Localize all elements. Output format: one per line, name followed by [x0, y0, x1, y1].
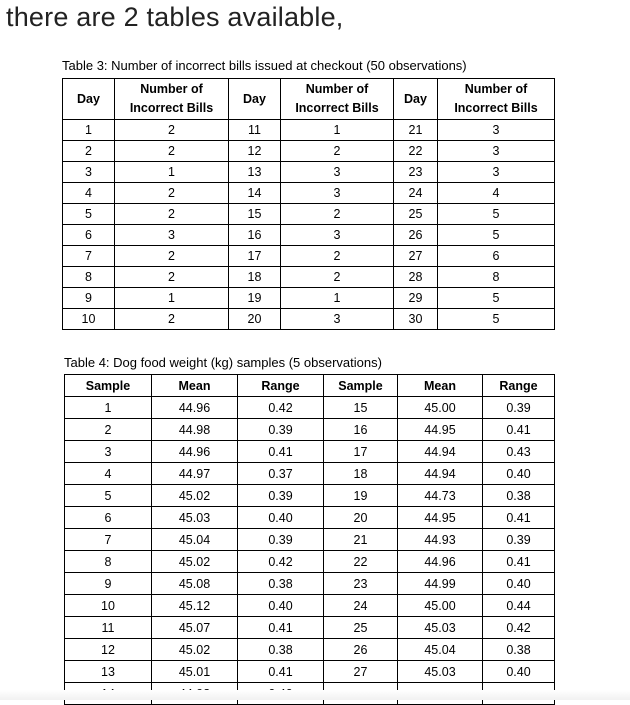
incorrect-bills-cell: 2: [115, 309, 229, 330]
mean-cell: 45.04: [152, 529, 238, 551]
day-cell: 25: [394, 204, 438, 225]
sample-cell: 23: [324, 573, 398, 595]
incorrect-bills-cell: 1: [281, 288, 394, 309]
incorrect-bills-cell: 3: [281, 309, 394, 330]
range-cell: 0.39: [483, 529, 555, 551]
sample-cell: 15: [324, 397, 398, 419]
incorrect-bills-cell: 3: [281, 162, 394, 183]
incorrect-bills-cell: 3: [438, 141, 555, 162]
range-cell: 0.38: [238, 639, 324, 661]
range-cell: 0.39: [483, 397, 555, 419]
sample-cell: 5: [65, 485, 152, 507]
mean-cell: 45.02: [152, 639, 238, 661]
sample-cell: 17: [324, 441, 398, 463]
incorrect-bills-cell: 1: [115, 288, 229, 309]
range-cell: 0.41: [238, 441, 324, 463]
incorrect-bills-cell: 3: [438, 162, 555, 183]
table-row: [65, 441, 555, 463]
sample-cell: 27: [324, 661, 398, 683]
table-row: [63, 225, 555, 246]
range-cell: 0.40: [238, 595, 324, 617]
mean-cell: 45.04: [398, 639, 483, 661]
range-cell: 0.37: [238, 463, 324, 485]
sample-cell: 16: [324, 419, 398, 441]
sample-cell: 4: [65, 463, 152, 485]
incorrect-bills-cell: 5: [438, 225, 555, 246]
day-cell: 14: [229, 183, 281, 204]
incorrect-bills-cell: 8: [438, 267, 555, 288]
table-row: [63, 183, 555, 204]
range-cell: 0.41: [238, 661, 324, 683]
day-cell: 28: [394, 267, 438, 288]
range-cell: 0.39: [238, 529, 324, 551]
header-line: Number of: [140, 82, 203, 96]
sample-cell: 21: [324, 529, 398, 551]
table4-caption: Table 4: Dog food weight (kg) samples (5 observations): [64, 355, 382, 370]
mean-cell: 45.03: [398, 661, 483, 683]
mean-cell: 44.94: [398, 441, 483, 463]
mean-cell: 44.96: [398, 551, 483, 573]
bottom-edge: [0, 690, 630, 700]
day-cell: 9: [63, 288, 115, 309]
sample-cell: 2: [65, 419, 152, 441]
sample-cell: 20: [324, 507, 398, 529]
column-header-incorrect-bills: [281, 79, 394, 120]
mean-cell: 44.94: [398, 463, 483, 485]
range-cell: 0.40: [483, 573, 555, 595]
incorrect-bills-cell: 2: [115, 246, 229, 267]
sample-cell: 8: [65, 551, 152, 573]
column-header-mean: Mean: [152, 375, 238, 397]
mean-cell: 45.07: [152, 617, 238, 639]
header-line: Number of: [305, 82, 369, 96]
incorrect-bills-cell: 1: [281, 120, 394, 141]
column-header-sample: Sample: [324, 375, 398, 397]
header-line: Incorrect Bills: [129, 101, 214, 115]
mean-cell: 45.01: [152, 661, 238, 683]
sample-cell: 26: [324, 639, 398, 661]
mean-cell: 44.97: [152, 463, 238, 485]
day-cell: 1: [63, 120, 115, 141]
range-cell: 0.38: [238, 573, 324, 595]
table-row: [65, 397, 555, 419]
mean-cell: 45.03: [398, 617, 483, 639]
table-row: [65, 595, 555, 617]
range-cell: 0.41: [238, 617, 324, 639]
sample-cell: 11: [65, 617, 152, 639]
table-row: [63, 309, 555, 330]
table3-caption: Table 3: Number of incorrect bills issued at checkout (50 observations): [62, 58, 467, 73]
sample-cell: 6: [65, 507, 152, 529]
table4-body: [65, 397, 555, 705]
range-cell: 0.40: [483, 661, 555, 683]
day-cell: 8: [63, 267, 115, 288]
table-row: [63, 288, 555, 309]
incorrect-bills-cell: 5: [438, 309, 555, 330]
table-row: [65, 485, 555, 507]
day-cell: 6: [63, 225, 115, 246]
header-line: Number of: [464, 82, 528, 96]
mean-cell: 44.96: [152, 397, 238, 419]
range-cell: 0.43: [483, 441, 555, 463]
range-cell: 0.42: [483, 617, 555, 639]
sample-cell: 25: [324, 617, 398, 639]
header-line: Incorrect Bills: [454, 101, 538, 115]
incorrect-bills-table: [62, 78, 555, 330]
day-cell: 19: [229, 288, 281, 309]
sample-cell: 13: [65, 661, 152, 683]
incorrect-bills-cell: 3: [281, 183, 394, 204]
table-row: [65, 463, 555, 485]
day-cell: 24: [394, 183, 438, 204]
table-row: [63, 120, 555, 141]
dog-food-weight-table: [64, 374, 555, 705]
incorrect-bills-cell: 5: [438, 288, 555, 309]
incorrect-bills-cell: 2: [281, 267, 394, 288]
sample-cell: 10: [65, 595, 152, 617]
mean-cell: 45.08: [152, 573, 238, 595]
incorrect-bills-cell: 5: [438, 204, 555, 225]
day-cell: 20: [229, 309, 281, 330]
sample-cell: 3: [65, 441, 152, 463]
table3-header-row: [63, 79, 555, 120]
incorrect-bills-cell: 6: [438, 246, 555, 267]
mean-cell: 44.98: [152, 419, 238, 441]
incorrect-bills-cell: 2: [115, 183, 229, 204]
mean-cell: 44.93: [398, 529, 483, 551]
sample-cell: 22: [324, 551, 398, 573]
mean-cell: 45.02: [152, 485, 238, 507]
incorrect-bills-cell: 2: [115, 267, 229, 288]
day-cell: 17: [229, 246, 281, 267]
table3-body: [63, 120, 555, 330]
header-line: Incorrect Bills: [295, 101, 379, 115]
page-heading: there are 2 tables available,: [6, 2, 344, 32]
range-cell: 0.41: [483, 551, 555, 573]
day-cell: 2: [63, 141, 115, 162]
day-cell: 10: [63, 309, 115, 330]
table-row: [63, 204, 555, 225]
day-cell: 22: [394, 141, 438, 162]
day-cell: 11: [229, 120, 281, 141]
incorrect-bills-cell: 4: [438, 183, 555, 204]
range-cell: 0.38: [483, 639, 555, 661]
day-cell: 23: [394, 162, 438, 183]
day-cell: 4: [63, 183, 115, 204]
mean-cell: 44.95: [398, 507, 483, 529]
column-header-sample: Sample: [65, 375, 152, 397]
column-header-mean: Mean: [398, 375, 483, 397]
day-cell: 5: [63, 204, 115, 225]
column-header-day: Day: [229, 79, 281, 120]
incorrect-bills-cell: 1: [115, 162, 229, 183]
day-cell: 13: [229, 162, 281, 183]
day-cell: 26: [394, 225, 438, 246]
sample-cell: 7: [65, 529, 152, 551]
mean-cell: 45.00: [398, 397, 483, 419]
table-row: [65, 617, 555, 639]
table-row: [63, 267, 555, 288]
range-cell: 0.42: [238, 551, 324, 573]
table-row: [65, 639, 555, 661]
incorrect-bills-cell: 3: [115, 225, 229, 246]
day-cell: 7: [63, 246, 115, 267]
incorrect-bills-cell: 3: [438, 120, 555, 141]
sample-cell: 19: [324, 485, 398, 507]
table-row: [65, 661, 555, 683]
range-cell: 0.39: [238, 485, 324, 507]
table-row: [65, 419, 555, 441]
day-cell: 18: [229, 267, 281, 288]
table-row: [65, 507, 555, 529]
mean-cell: 44.73: [398, 485, 483, 507]
incorrect-bills-cell: 2: [281, 204, 394, 225]
sample-cell: 1: [65, 397, 152, 419]
column-header-day: Day: [63, 79, 115, 120]
table4-header-row: [65, 375, 555, 397]
day-cell: 12: [229, 141, 281, 162]
day-cell: 21: [394, 120, 438, 141]
range-cell: 0.40: [483, 463, 555, 485]
day-cell: 27: [394, 246, 438, 267]
sample-cell: 24: [324, 595, 398, 617]
range-cell: 0.41: [483, 419, 555, 441]
day-cell: 30: [394, 309, 438, 330]
range-cell: 0.38: [483, 485, 555, 507]
sample-cell: 12: [65, 639, 152, 661]
range-cell: 0.42: [238, 397, 324, 419]
mean-cell: 44.99: [398, 573, 483, 595]
table-row: [65, 551, 555, 573]
column-header-day: Day: [394, 79, 438, 120]
mean-cell: 45.03: [152, 507, 238, 529]
incorrect-bills-cell: 2: [115, 141, 229, 162]
incorrect-bills-cell: 2: [115, 120, 229, 141]
sample-cell: 9: [65, 573, 152, 595]
column-header-incorrect-bills: [438, 79, 555, 120]
table-row: [65, 529, 555, 551]
day-cell: 3: [63, 162, 115, 183]
table-row: [63, 141, 555, 162]
incorrect-bills-cell: 2: [281, 141, 394, 162]
mean-cell: 45.02: [152, 551, 238, 573]
mean-cell: 44.96: [152, 441, 238, 463]
day-cell: 29: [394, 288, 438, 309]
incorrect-bills-cell: 3: [281, 225, 394, 246]
table-row: [65, 573, 555, 595]
range-cell: 0.39: [238, 419, 324, 441]
range-cell: 0.41: [483, 507, 555, 529]
incorrect-bills-cell: 2: [115, 204, 229, 225]
column-header-range: Range: [238, 375, 324, 397]
day-cell: 16: [229, 225, 281, 246]
mean-cell: 44.95: [398, 419, 483, 441]
day-cell: 15: [229, 204, 281, 225]
sample-cell: 18: [324, 463, 398, 485]
table-row: [63, 162, 555, 183]
incorrect-bills-cell: 2: [281, 246, 394, 267]
column-header-incorrect-bills: [115, 79, 229, 120]
mean-cell: 45.00: [398, 595, 483, 617]
range-cell: 0.44: [483, 595, 555, 617]
table-row: [63, 246, 555, 267]
column-header-range: Range: [483, 375, 555, 397]
mean-cell: 45.12: [152, 595, 238, 617]
range-cell: 0.40: [238, 507, 324, 529]
